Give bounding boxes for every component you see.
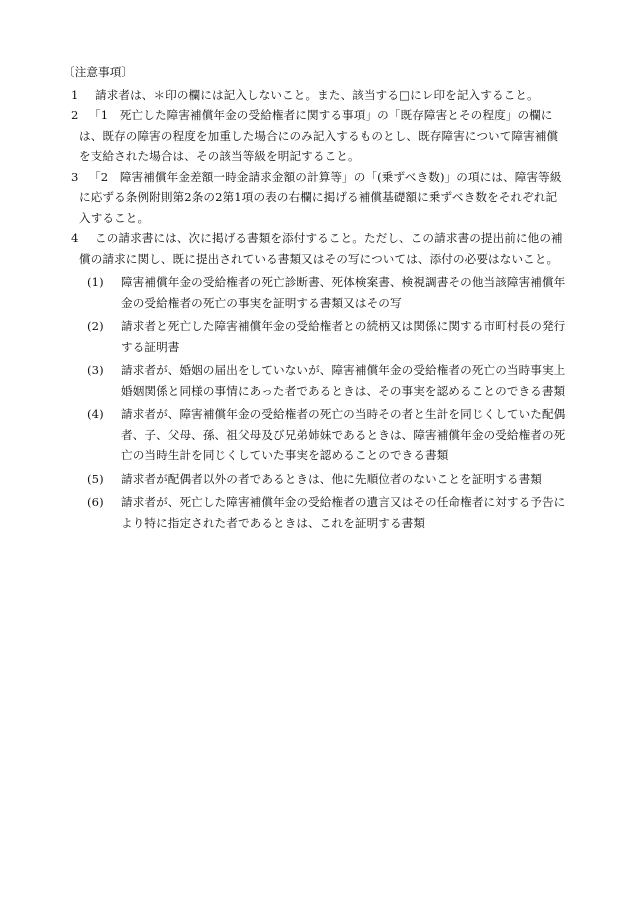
attachment-number: (1) [87,275,104,289]
attachment-number: (6) [87,495,104,509]
note-number: 3 [71,169,79,184]
attachment-item-5 [87,469,567,490]
note-text: 請求者は、＊印の欄には記入しないこと。また、該当する□にレ印を記入すること。 [95,87,539,102]
note-text: 「1 死亡した障害補償年金の受給権者に関する事項」の「既存障害とその程度」の欄には、既存の障害の程度を加重した場合にのみ記入するものとし、既存障害について障害補償を支給された場合は、その該当等級を明記すること。 [79,108,559,163]
note-text: 「2 障害補償年金差額一時金請求金額の計算等」の「(乗ずべき数)」の項には、障害等級に応ずる条例附則第2条の2第1項の表の右欄に掲げる補償基礎額に乗ずべき数をそれぞれ記入すること。 [79,169,562,225]
attachment-item-1 [87,272,567,313]
attachment-number: (2) [87,319,104,333]
notes-heading: 〔注意事項〕 [63,65,134,79]
attachment-text: 請求者が、死亡した障害補償年金の受給権者の遺言又はその任命権者に対する予告により特に指定された者であるときは、これを証明する書類 [121,495,566,530]
attachment-item-4 [87,404,567,466]
attachment-text: 請求者と死亡した障害補償年金の受給権者との続柄又は関係に関する市町村長の発行する証明書 [121,319,566,354]
note-number: 4 [71,231,79,245]
note-item-1 [67,85,567,106]
notes-section [63,62,567,533]
note-number: 2 [71,108,79,122]
note-text: この請求書には、次に掲げる書類を添付すること。ただし、この請求書の提出前に他の補償の請求に関し、既に提出されている書類又はその写については、添付の必要はないこと。 [79,231,563,266]
attachment-item-6 [87,492,567,533]
attachment-item-2 [87,316,567,357]
note-item-4 [67,228,567,269]
attachment-text: 請求者が、婚姻の届出をしていないが、障害補償年金の受給権者の死亡の当時事実上婚姻関係と同様の事情にあった者であるときは、その事実を認めることのできる書類 [121,363,566,398]
attachment-list [87,272,567,533]
attachment-text: 障害補償年金の受給権者の死亡診断書、死体検案書、検視調書その他当該障害補償年金の受給権者の死亡の事実を証明する書類又はその写 [121,275,566,310]
attachment-text: 請求者が配偶者以外の者であるときは、他に先順位者のないことを証明する書類 [121,471,542,486]
attachment-text: 請求者が、障害補償年金の受給権者の死亡の当時その者と生計を同じくしていた配偶者、子、父母、孫、祖父母及び兄弟姉妹であるときは、障害補償年金の受給権者の死亡の当時生計を同じくしていた事実を認めることのできる書類 [121,407,566,462]
note-item-3 [67,167,567,229]
attachment-number: (3) [87,363,104,377]
note-item-2 [67,105,567,167]
attachment-number: (5) [87,471,104,486]
note-number: 1 [71,87,79,102]
attachment-number: (4) [87,407,104,421]
attachment-item-3 [87,360,567,401]
